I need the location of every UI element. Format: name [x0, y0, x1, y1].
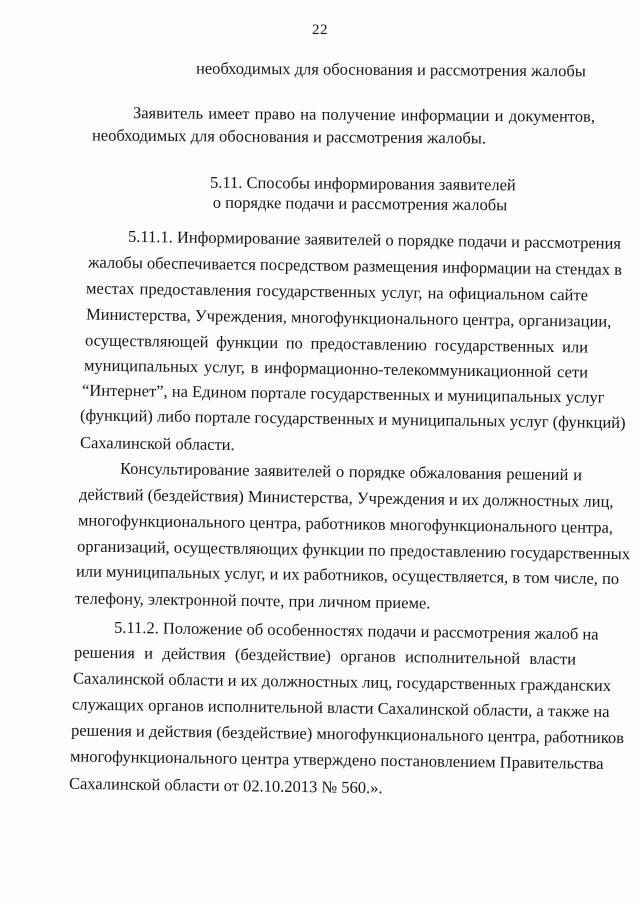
- section-heading-line: 5.11. Способы информирования заявителей: [209, 172, 516, 195]
- text-line: Министерства, Учреждения, многофункционального центра, организации,: [85, 304, 612, 331]
- text-line: (функций) либо портале государственных и муниципальных услуг (функций): [79, 405, 626, 433]
- text-line: Сахалинской области от 02.10.2013 № 560.».: [68, 773, 383, 798]
- text-line: Консультирование заявителей о порядке обжалования решений и: [119, 458, 583, 485]
- text-line: Сахалинской области.: [79, 432, 235, 455]
- page-number: 22: [312, 22, 328, 38]
- text-line: многофункционального центра, работников многофункционального центра,: [77, 510, 614, 537]
- text-line: решения и действия (бездействие) органов исполнительной власти: [73, 642, 577, 669]
- text-line: или муниципальных услуг, и их работников, осуществляется, в том числе, по: [75, 561, 620, 589]
- section-heading-line: о порядке подачи и рассмотрения жалобы: [212, 192, 508, 215]
- text-line: 5.11.1. Информирование заявителей о порядке подачи и рассмотрения: [127, 226, 622, 253]
- text-line: муниципальных услуг, в информационно-телекоммуникационной сети: [83, 355, 589, 382]
- text-line: Сахалинской области и их должностных лиц, государственных гражданских: [72, 668, 612, 696]
- text-line: решения и действия (бездействие) многофункционального центра, работников: [70, 720, 625, 748]
- text-line: необходимых для обоснования и рассмотрения жалобы.: [91, 125, 487, 148]
- text-line: Заявитель имеет право на получение информации и документов,: [132, 103, 596, 126]
- text-line: жалобы обеспечивается посредством размещения информации на стендах в: [87, 252, 623, 279]
- text-line: 5.11.2. Положение об особенностях подачи и рассмотрения жалоб на: [113, 617, 599, 644]
- text-line: телефону, электронной почте, при личном приеме.: [74, 588, 431, 613]
- text-line: местах предоставления государственных услуг, на официальном сайте: [85, 278, 589, 305]
- text-line: служащих органов исполнительной власти Сахалинской области, а также на: [71, 694, 610, 721]
- text-line: “Интернет”, на Едином портале государственных и муниципальных услуг: [81, 380, 605, 407]
- text-line: осуществляющей функции по предоставлению государственных или: [84, 330, 589, 357]
- text-line: организаций, осуществляющих функции по предоставлению государственных: [76, 536, 631, 564]
- text-line: действий (бездействия) Министерства, Учреждения и их должностных лиц,: [78, 484, 614, 511]
- continuation-line: необходимых для обоснования и рассмотрения жалобы: [195, 58, 586, 81]
- text-line: многофункционального центра утверждено постановлением Правительства: [69, 746, 604, 773]
